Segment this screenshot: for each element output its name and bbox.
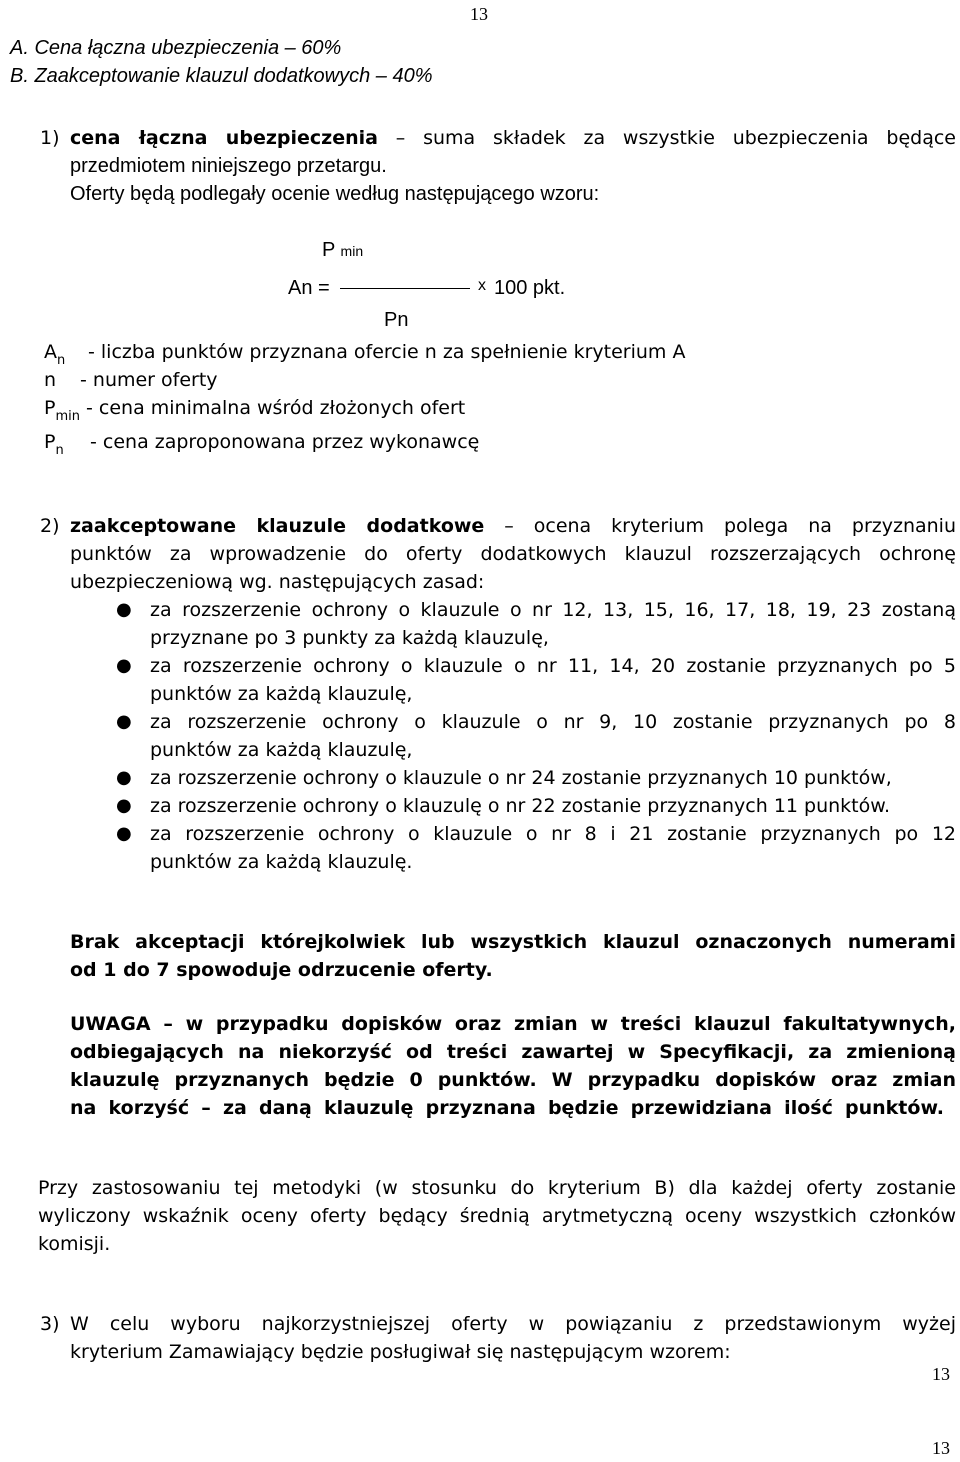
formula-numerator-p: P [322,239,335,261]
bullet-icon: ● [116,795,132,816]
section2-title: zaakceptowane klauzule dodatkowe [70,515,485,537]
notice1-line1: Brak akceptacji którejkolwiek lub wszystkich klauzul oznaczonych numerami [70,931,956,953]
formula-numerator [322,236,363,265]
legend-symbol: P [44,431,56,453]
paragraph-line3: komisji. [38,1233,111,1255]
section1-dash: – [395,127,406,149]
paragraph-line1: Przy zastosowaniu tej metodyki (w stosunku do kryterium B) dla każdej oferty zostanie [38,1177,956,1199]
paragraph-line2: wyliczony wskaźnik oceny oferty będący średnią arytmetyczną oceny wszystkich członków [38,1205,956,1227]
bullet-icon: ● [116,655,132,676]
notice2-line3: klauzulę przyznanych będzie 0 punktów. W przypadku dopisków oraz zmian [70,1069,956,1091]
formula-points: 100 pkt. [494,277,566,299]
legend-item [44,366,56,394]
bullet-line: przyznane po 3 punkty za każdą klauzulę, [150,627,549,649]
notice2-line1: UWAGA – w przypadku dopisków oraz zmian w treści klauzul fakultatywnych, [70,1013,956,1035]
bullet-line: za rozszerzenie ochrony o klauzulę o nr 22 zostanie przyznanych 11 punktów. [150,795,891,817]
formula-lhs: An = [288,277,330,299]
bullet-line: za rozszerzenie ochrony o klauzule o nr 24 zostanie przyznanych 10 punktów, [150,767,892,789]
section3-line2: kryterium Zamawiający będzie posługiwał się następującym wzorem: [70,1341,731,1363]
legend-symbol: A [44,341,57,363]
section1-line1 [70,124,956,152]
legend-item [44,338,65,369]
bullet-line: punktów za każdą klauzulę, [150,739,413,761]
bullet-line: za rozszerzenie ochrony o klauzule o nr 8 i 21 zostanie przyznanych po 12 [150,823,956,845]
section3-line1: W celu wyboru najkorzystniejszej oferty w powiązaniu z przedstawionym wyżej [70,1313,956,1335]
section2-number: 2) [40,515,60,537]
legend-text: - liczba punktów przyznana ofercie n za spełnienie kryterium A [88,341,686,363]
bullet-icon: ● [116,599,132,620]
bullet-icon: ● [116,823,132,844]
section3-number: 3) [40,1313,60,1335]
formula-numerator-sub: min [340,243,364,259]
criterion-a: A. Cena łączna ubezpieczenia – 60% [10,37,342,59]
legend-symbol: P [44,397,56,419]
section1-title: cena łączna ubezpieczenia [70,127,378,149]
bullet-icon: ● [116,767,132,788]
bullet-icon: ● [116,711,132,732]
legend-sub: n [57,353,66,368]
section1-line3: Oferty będą podlegały ocenie według następującego wzoru: [70,183,600,205]
bullet-line: za rozszerzenie ochrony o klauzule o nr 11, 14, 20 zostanie przyznanych po 5 [150,655,956,677]
notice1-line2: od 1 do 7 spowoduje odrzucenie oferty. [70,959,493,981]
formula-denominator: Pn [384,309,409,331]
legend-item [44,428,64,459]
legend-text: - cena minimalna wśród złożonych ofert [86,397,466,419]
section2-line3: ubezpieczeniową wg. następujących zasad: [70,571,485,593]
legend-text: - cena zaproponowana przez wykonawcę [90,431,480,453]
formula-fraction-bar [340,288,470,289]
legend-sub: n [55,443,64,458]
legend-sub: min [55,409,80,424]
criterion-b: B. Zaakceptowanie klauzul dodatkowych – 40% [10,65,433,87]
section1-number: 1) [40,127,60,149]
section2-line1: zaakceptowane klauzule dodatkowe – ocena kryterium polega na przyznaniu [70,515,957,537]
bullet-line: punktów za każdą klauzulę. [150,851,413,873]
legend-text: - numer oferty [80,369,218,391]
page-number-bottom: 13 [932,1438,950,1458]
notice2-line2: odbiegających na niekorzyść od treści zawartej w Specyfikacji, za zmienioną [70,1041,956,1063]
notice2-line4: na korzyść – za daną klauzulę przyznana będzie przewidziana ilość punktów. [70,1097,944,1119]
page-number-top: 13 [470,4,488,24]
page-number-right: 13 [932,1364,950,1384]
formula-times: x [478,277,486,294]
legend-item [44,394,80,425]
bullet-line: za rozszerzenie ochrony o klauzule o nr 9, 10 zostanie przyznanych po 8 [150,711,956,733]
section1-line1-rest: suma składek za wszystkie ubezpieczenia będące [423,127,956,149]
section1-line2: przedmiotem niniejszego przetargu. [70,155,387,177]
bullet-line: za rozszerzenie ochrony o klauzule o nr 12, 13, 15, 16, 17, 18, 19, 23 zostaną [150,599,956,621]
bullet-line: punktów za każdą klauzulę, [150,683,413,705]
legend-symbol: n [44,369,57,391]
section2-line2: punktów za wprowadzenie do oferty dodatkowych klauzul rozszerzających ochronę [70,543,956,565]
